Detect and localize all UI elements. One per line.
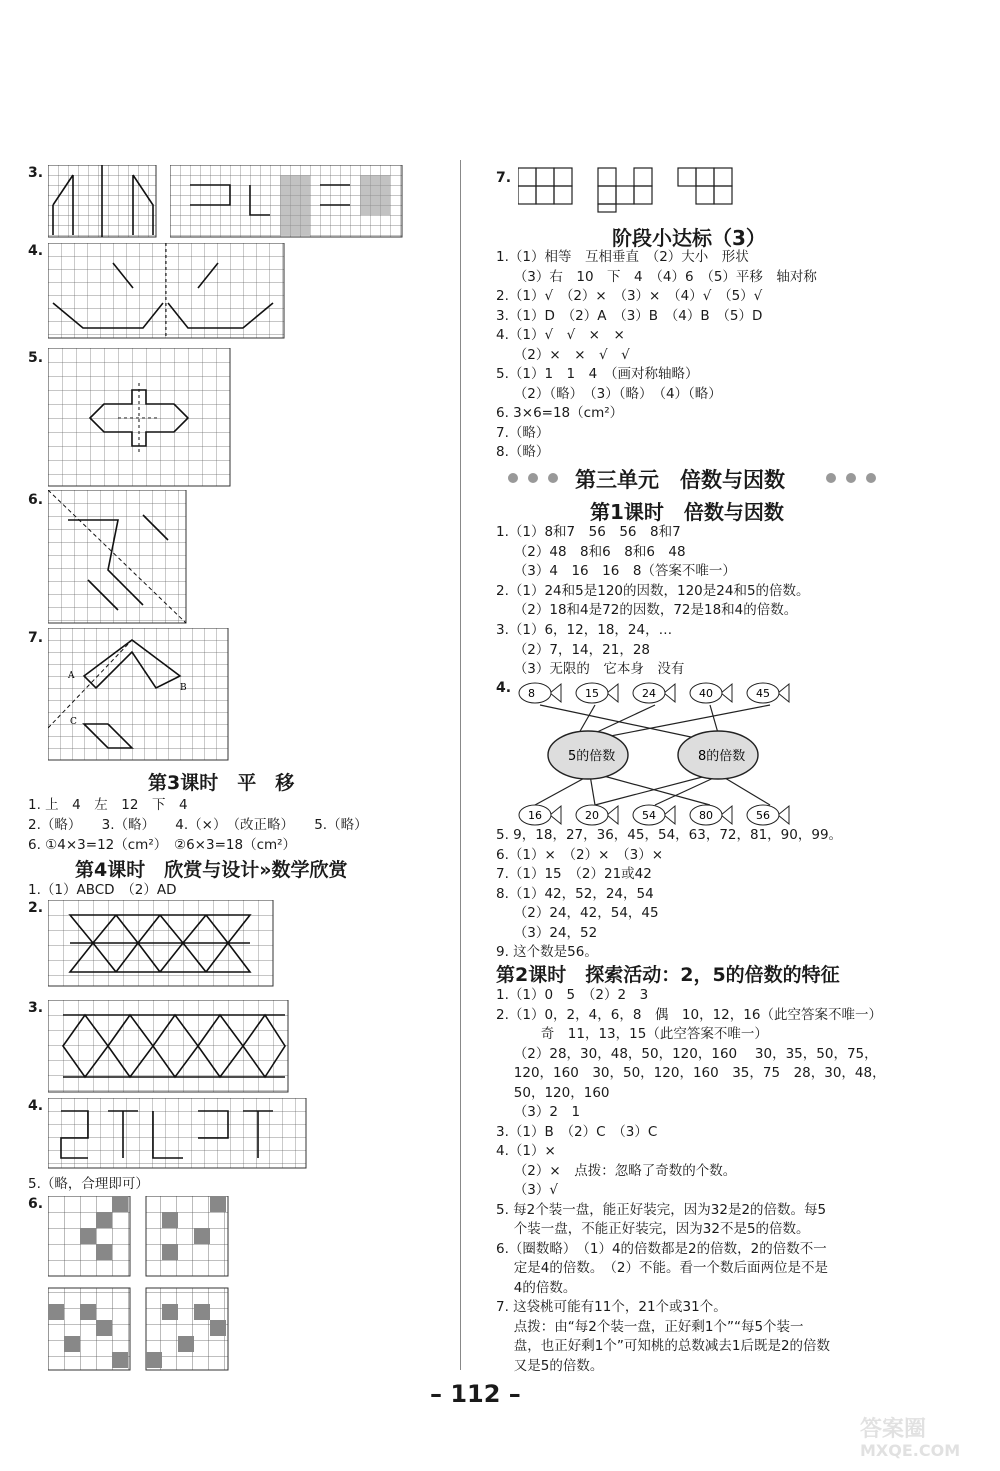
answer-line: 奇 11，13，15（此空答案不唯一） [496, 1026, 768, 1042]
fish-icon [576, 805, 618, 825]
answer-line: 9. 这个数是56。 [496, 944, 598, 960]
answer-line: 3.（1）B （2）C （3）C [496, 1123, 658, 1140]
fish-number: 24 [642, 687, 656, 700]
fish-number: 80 [699, 809, 713, 822]
fish-number: 45 [756, 687, 770, 700]
fish-number: 15 [585, 687, 599, 700]
answer-line: （3）2 1 [496, 1104, 581, 1120]
grid-q6 [48, 490, 188, 625]
answer-line: （2）24，42，54，45 [496, 905, 659, 921]
grid-l4-q2 [48, 900, 278, 990]
l4-q4-label: 4. [28, 1098, 44, 1114]
fish-icon [519, 805, 561, 825]
answer-line: （2）（略） （3）（略） （4）（略） [496, 385, 722, 402]
answer-line: 4.（1）× [496, 1143, 556, 1159]
grid-q7 [48, 628, 233, 763]
answer-line: （2）× × √ √ [496, 346, 630, 363]
lesson3-title: 第3课时 平 移 [148, 772, 295, 794]
answer-line: （2）48 8和6 8和6 48 [496, 543, 686, 560]
answer-line: 3.（1）D （2）A （3）B （4）B （5）D [496, 307, 763, 324]
jar-left-label: 5的倍数 [568, 749, 616, 764]
answer-line: 120，160 30，50，120，160 35，75 28，30，48， [496, 1065, 886, 1081]
fish-icon [690, 805, 732, 825]
fish-diagram [510, 675, 810, 835]
point-c-label: C [70, 717, 77, 727]
answer-line: 8.（略） [496, 444, 550, 460]
answer-line: 7. 这袋桃可能有11个，21个或31个。 [496, 1299, 727, 1315]
answer-line: （2）7，14，21，28 [496, 641, 651, 658]
answer-line: 7.（1）15 （2）21或42 [496, 866, 652, 882]
grid-q5 [48, 348, 233, 488]
stage-title: 阶段小达标（3） [612, 226, 766, 250]
lesson3-line: 6. ①4×3=12（cm²） ②6×3=18（cm²） [28, 837, 297, 853]
lesson3-line: 1. 上 4 左 12 下 4 [28, 797, 188, 813]
lesson1-title: 第1课时 倍数与因数 [590, 500, 784, 524]
answer-line: 6. 3×6=18（cm²） [496, 405, 624, 421]
answer-line: 5. 每2个装一盘，能正好装完，因为32是2的倍数。每5 [496, 1201, 827, 1218]
q5-label: 5. [28, 350, 44, 366]
answer-line: 点拨：由“每2个装一盘，正好剩1个”“每5个装一 [496, 1318, 804, 1335]
fish-icon [747, 805, 789, 825]
page-number: – 112 – [430, 1380, 521, 1408]
fish-number: 8 [528, 687, 535, 700]
fish-icon [633, 683, 675, 703]
answer-line: 2.（1）√ （2）× （3）× （4）√ （5）√ [496, 288, 763, 304]
l4-q3-label: 3. [28, 1000, 44, 1016]
answer-line: 8.（1）42，52，24，54 [496, 885, 654, 902]
answer-line: 6.（圈数略） （1）4的倍数都是2的倍数，2的倍数不一 [496, 1240, 827, 1257]
fish-icon [633, 805, 675, 825]
answer-line: 3.（1）6，12，18，24，… [496, 622, 673, 638]
q4-label: 4. [28, 243, 44, 259]
fish-icon [576, 683, 618, 703]
answer-line: 定是4的倍数。 （2）不能。看一个数后面两位是不是 [496, 1260, 828, 1276]
lesson4-title: 第4课时 欣赏与设计»数学欣赏 [75, 859, 348, 881]
lesson3-line: 2.（略） 3.（略） 4.（×） （改正略） 5.（略） [28, 817, 368, 833]
grid-q3-b [170, 165, 405, 240]
grid-q4 [48, 243, 288, 341]
fish-number: 20 [585, 809, 599, 822]
lesson4-line5: 5.（略，合理即可） [28, 1176, 149, 1192]
right-q7-label: 7. [496, 170, 512, 186]
fish-number: 40 [699, 687, 713, 700]
answer-line: 50，120，160 [496, 1084, 610, 1101]
answer-line: 1.（1）8和7 56 56 8和7 [496, 524, 681, 540]
fish-icon [690, 683, 732, 703]
fish-q4-label: 4. [496, 680, 512, 696]
answer-line: （2）× 点拨：忽略了奇数的个数。 [496, 1162, 737, 1179]
answer-line: 2.（1）24和5是120的因数，120是24和5的倍数。 [496, 582, 810, 599]
fish-icon [519, 683, 561, 703]
grid-q3-a [48, 165, 158, 240]
answer-line: 7.（略） [496, 424, 550, 441]
answer-line: （3）√ [496, 1182, 558, 1198]
answer-line: （3）4 16 16 8（答案不唯一） [496, 563, 736, 580]
answer-line: 4的倍数。 [496, 1279, 577, 1296]
q3-label: 3. [28, 165, 44, 181]
l4-q2-label: 2. [28, 900, 44, 916]
watermark-line2: MXQE.COM [860, 1441, 961, 1460]
answer-line: 2.（1）0，2，4，6，8 偶 10，12，16（此空答案不唯一） [496, 1006, 882, 1023]
answer-line: 盘，也正好剩1个”可知桃的总数减去1后既是2的倍数 [496, 1338, 831, 1354]
point-a-label: A [68, 671, 75, 681]
fish-number: 16 [528, 809, 542, 822]
lesson2-title: 第2课时 探索活动：2，5的倍数的特征 [496, 964, 840, 986]
answer-line: （3）右 10 下 4 （4）6 （5）平移 轴对称 [496, 268, 817, 285]
watermark-logo [855, 1410, 985, 1460]
grid-l4-q4 [48, 1098, 310, 1170]
answer-line: 1.（1）0 5 （2）2 3 [496, 987, 649, 1003]
right-q7-shapes [518, 165, 738, 215]
answer-line: （2）28，30，48，50，120，160 30，35，50，75， [496, 1045, 878, 1062]
dots-right-icon [823, 468, 883, 488]
lesson4-line: 1.（1）ABCD （2）AD [28, 882, 177, 898]
l4-q6-label: 6. [28, 1196, 44, 1212]
grid-l4-q6 [48, 1196, 243, 1374]
jar-right-label: 8的倍数 [698, 749, 746, 764]
column-divider [460, 160, 461, 1370]
watermark-line1: 答案圈 [860, 1417, 927, 1442]
grid-l4-q3 [48, 1000, 293, 1095]
answer-line: 又是5的倍数。 [496, 1357, 604, 1374]
q7-label: 7. [28, 630, 44, 646]
answer-line: 1.（1）相等 互相垂直 （2）大小 形状 [496, 249, 749, 265]
answer-line: 6.（1）× （2）× （3）× [496, 846, 664, 863]
answer-line: （2）18和4是72的因数，72是18和4的倍数。 [496, 602, 798, 619]
fish-number: 54 [642, 809, 656, 822]
q6-label: 6. [28, 492, 44, 508]
point-b-label: B [180, 683, 187, 693]
answer-line: （3）无限的 它本身 没有 [496, 661, 685, 678]
dots-left-icon [505, 468, 565, 488]
fish-icon [747, 683, 789, 703]
fish-number: 56 [756, 809, 770, 822]
answer-line: 5.（1）1 1 4 （画对称轴略） [496, 366, 699, 382]
answer-line: 5. 9，18，27，36，45，54，63，72，81，90，99。 [496, 827, 843, 843]
answer-line: （3）24，52 [496, 924, 598, 941]
answer-line: 4.（1）√ √ × × [496, 327, 625, 343]
answer-line: 个装一盘，不能正好装完，因为32不是5的倍数。 [496, 1221, 810, 1237]
unit3-title: 第三单元 倍数与因数 [575, 468, 785, 492]
